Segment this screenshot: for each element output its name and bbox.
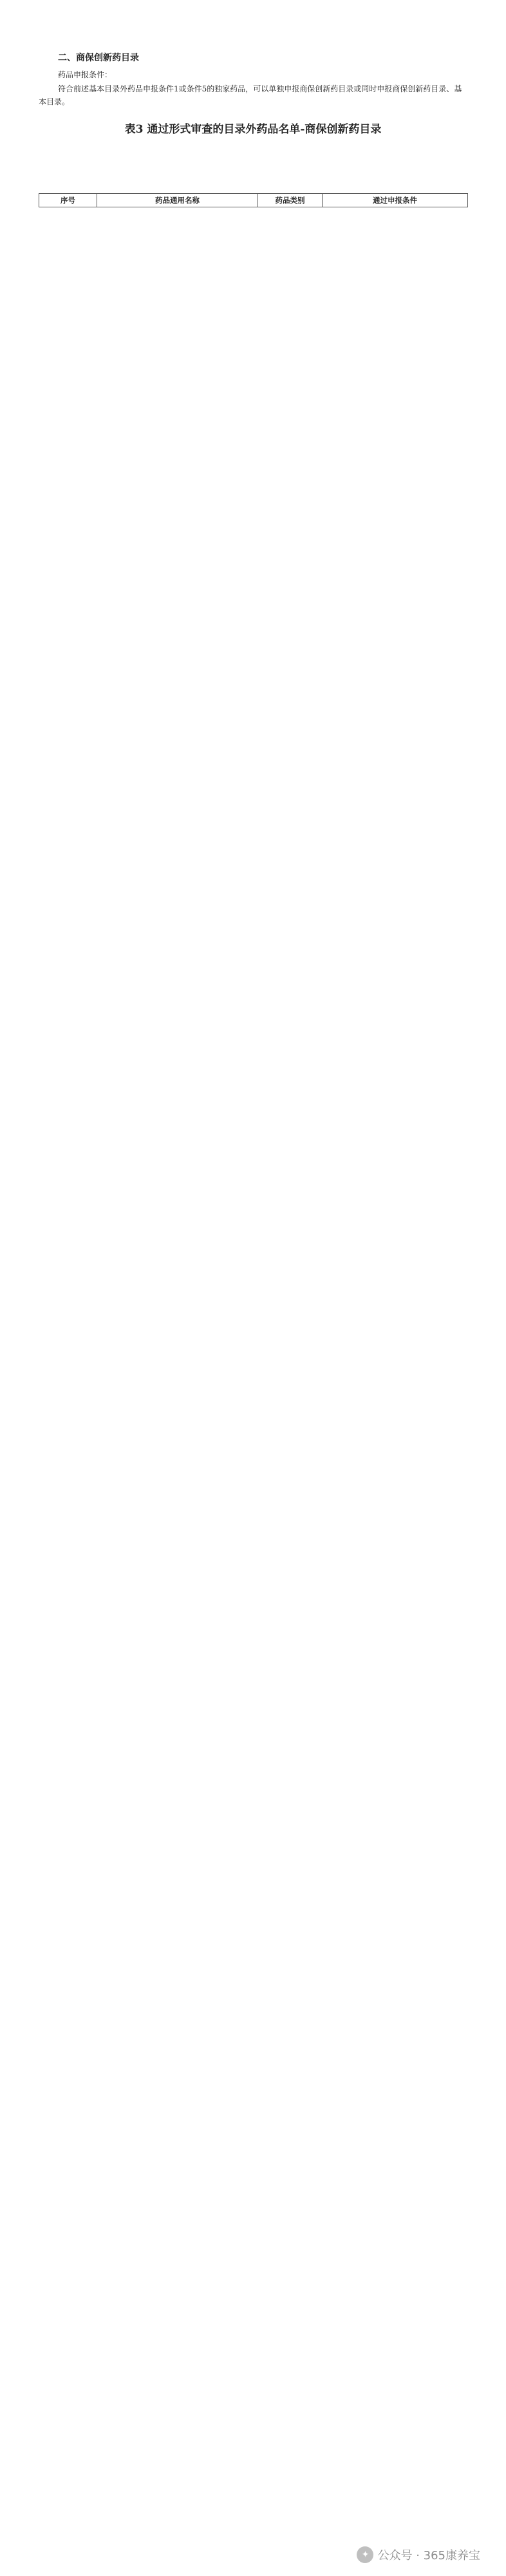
table-block-1: [39, 193, 468, 207]
header-drug-name: 药品通用名称: [97, 194, 258, 207]
drug-table: [39, 193, 468, 207]
conditions-subtitle: 药品申报条件：: [58, 70, 113, 79]
intro-paragraph: 符合前述基本目录外药品申报条件1或条件5的独家药品，可以单独申报商保创新药目录或同时申报商保创新药目录、基本目录。: [39, 84, 462, 106]
header-number: 序号: [39, 194, 97, 207]
header-category: 药品类别: [258, 194, 323, 207]
header-condition: 通过申报条件: [323, 194, 468, 207]
watermark-text: 公众号 · 365康养宝: [377, 2549, 480, 2562]
wechat-icon: ✦: [357, 2546, 373, 2563]
watermark: [357, 2546, 480, 2563]
table-header-row: [39, 194, 468, 207]
section-title: 二、商保创新药目录: [58, 53, 139, 63]
intro-section: [39, 0, 467, 138]
table-title: 表3 通过形式审查的目录外药品名单-商保创新药目录: [124, 123, 382, 136]
document-page: [0, 0, 506, 144]
